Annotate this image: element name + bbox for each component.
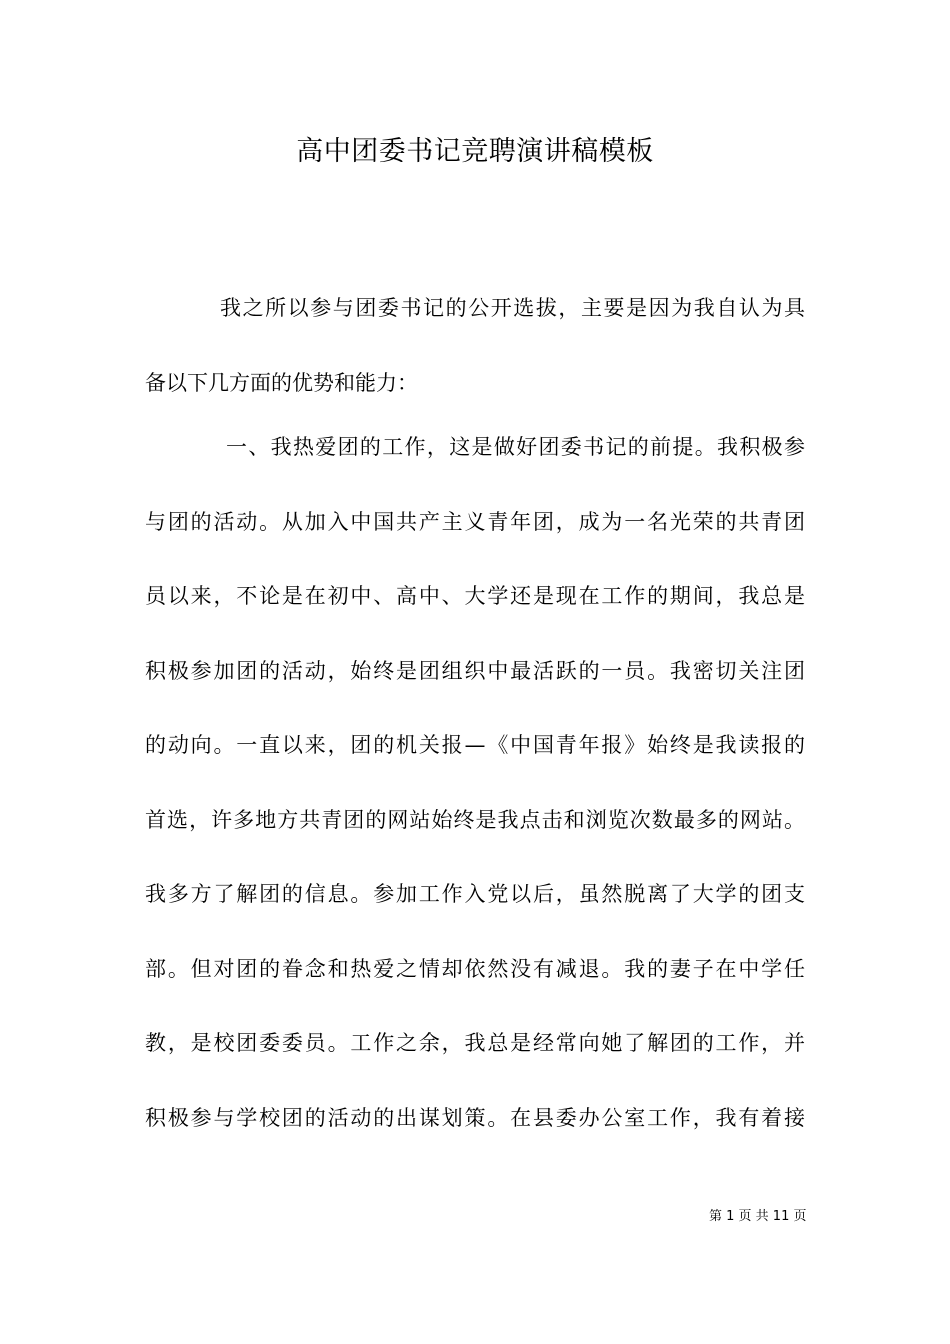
page-number-footer: 第 1 页 共 11 页	[709, 1209, 807, 1224]
paragraph-line-10: 部。但对团的眷念和热爱之情却依然没有减退。我的妻子在中学任	[145, 957, 805, 981]
paragraph-line-1: 我之所以参与团委书记的公开选拔，主要是因为我自认为具	[220, 296, 805, 320]
paragraph-line-9: 我多方了解团的信息。参加工作入党以后，虽然脱离了大学的团支	[145, 882, 805, 906]
paragraph-line-12: 积极参与学校团的活动的出谋划策。在县委办公室工作，我有着接	[145, 1106, 805, 1130]
paragraph-line-2: 备以下几方面的优势和能力：	[145, 371, 418, 395]
paragraph-line-7: 的动向。一直以来，团的机关报—《中国青年报》始终是我读报的	[145, 733, 805, 757]
paragraph-line-3: 一、我热爱团的工作，这是做好团委书记的前提。我积极参	[226, 435, 805, 459]
paragraph-line-4: 与团的活动。从加入中国共产主义青年团，成为一名光荣的共青团	[145, 510, 805, 534]
document-title: 高中团委书记竞聘演讲稿模板	[296, 136, 654, 167]
paragraph-line-6: 积极参加团的活动，始终是团组织中最活跃的一员。我密切关注团	[145, 659, 805, 683]
paragraph-line-5: 员以来，不论是在初中、高中、大学还是现在工作的期间，我总是	[145, 584, 805, 608]
paragraph-line-11: 教，是校团委委员。工作之余，我总是经常向她了解团的工作，并	[145, 1031, 805, 1055]
paragraph-line-8: 首选，许多地方共青团的网站始终是我点击和浏览次数最多的网站。	[145, 808, 805, 832]
